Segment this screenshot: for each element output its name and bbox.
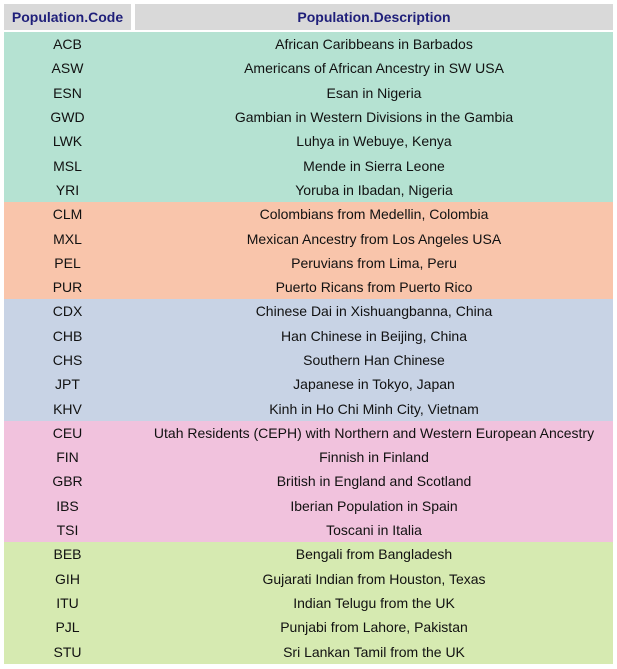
population-description: African Caribbeans in Barbados bbox=[275, 36, 473, 53]
population-code: ASW bbox=[51, 60, 84, 77]
population-code: CLM bbox=[52, 206, 83, 223]
table-row bbox=[4, 129, 613, 153]
population-code: CHB bbox=[52, 327, 83, 344]
population-description: Han Chinese in Beijing, China bbox=[281, 327, 467, 344]
column-header-code: Population.Code bbox=[4, 4, 131, 30]
population-code: PJL bbox=[55, 619, 80, 636]
population-code: TSI bbox=[56, 522, 79, 539]
table-header bbox=[4, 4, 613, 30]
population-code: IBS bbox=[56, 497, 79, 514]
population-description: Toscani in Italia bbox=[326, 522, 422, 539]
population-code: PEL bbox=[54, 254, 81, 271]
population-code: KHV bbox=[53, 400, 82, 417]
population-description: Southern Han Chinese bbox=[303, 352, 445, 368]
table-row bbox=[4, 639, 613, 663]
population-description: Punjabi from Lahore, Pakistan bbox=[280, 619, 468, 636]
population-code: BEB bbox=[53, 546, 82, 563]
population-code: ACB bbox=[53, 36, 82, 53]
table-row bbox=[4, 324, 613, 348]
population-description: Puerto Ricans from Puerto Rico bbox=[275, 279, 473, 296]
population-description: Finnish in Finland bbox=[319, 449, 429, 466]
table-row bbox=[4, 251, 613, 275]
population-code: ITU bbox=[56, 594, 79, 611]
population-description: Americans of African Ancestry in SW USA bbox=[244, 60, 504, 77]
population-description: Japanese in Tokyo, Japan bbox=[293, 376, 455, 393]
table-row bbox=[4, 105, 613, 129]
population-description: Luhya in Webuye, Kenya bbox=[296, 133, 452, 150]
population-code: CHS bbox=[52, 352, 83, 368]
table-row bbox=[4, 567, 613, 591]
table-row bbox=[4, 421, 613, 445]
population-description: Peruvians from Lima, Peru bbox=[291, 254, 457, 271]
table-body bbox=[4, 32, 613, 664]
population-description: British in England and Scotland bbox=[276, 473, 472, 490]
table-row bbox=[4, 445, 613, 469]
population-code: ESN bbox=[53, 84, 82, 101]
population-description: Gambian in Western Divisions in the Gambia bbox=[234, 109, 514, 126]
population-description: Bengali from Bangladesh bbox=[295, 546, 453, 563]
table-row bbox=[4, 396, 613, 420]
population-code: GBR bbox=[52, 473, 83, 490]
population-description: Mexican Ancestry from Los Angeles USA bbox=[246, 230, 502, 247]
table-row bbox=[4, 518, 613, 542]
population-code: GIH bbox=[55, 570, 80, 587]
table-row bbox=[4, 178, 613, 202]
table-row bbox=[4, 226, 613, 250]
population-code: JPT bbox=[55, 376, 80, 393]
population-code: STU bbox=[53, 643, 82, 660]
table-row bbox=[4, 275, 613, 299]
population-description: Indian Telugu from the UK bbox=[293, 594, 455, 611]
table-row bbox=[4, 299, 613, 323]
table-row bbox=[4, 32, 613, 56]
population-code: CEU bbox=[52, 424, 83, 441]
population-code: YRI bbox=[55, 181, 80, 198]
table-row bbox=[4, 348, 613, 372]
table-row bbox=[4, 469, 613, 493]
population-code: FIN bbox=[56, 449, 79, 466]
table-row bbox=[4, 81, 613, 105]
table-row bbox=[4, 372, 613, 396]
column-header-description: Population.Description bbox=[135, 4, 613, 30]
table-row bbox=[4, 591, 613, 615]
population-description: Yoruba in Ibadan, Nigeria bbox=[295, 181, 453, 198]
population-description: Gujarati Indian from Houston, Texas bbox=[262, 570, 486, 587]
population-code: GWD bbox=[50, 109, 85, 126]
population-description: Chinese Dai in Xishuangbanna, China bbox=[255, 303, 493, 320]
population-code: CDX bbox=[52, 303, 83, 320]
table-row bbox=[4, 542, 613, 566]
table-row bbox=[4, 202, 613, 226]
table-row bbox=[4, 56, 613, 80]
population-description: Kinh in Ho Chi Minh City, Vietnam bbox=[269, 400, 479, 417]
table-row bbox=[4, 153, 613, 177]
population-description: Iberian Population in Spain bbox=[290, 497, 458, 514]
population-code: LWK bbox=[52, 133, 83, 150]
population-code: MSL bbox=[53, 157, 82, 174]
population-description: Sri Lankan Tamil from the UK bbox=[283, 643, 465, 660]
population-description: Esan in Nigeria bbox=[326, 84, 422, 101]
population-code: MXL bbox=[53, 230, 82, 247]
population-description: Colombians from Medellin, Colombia bbox=[259, 206, 489, 223]
table-row bbox=[4, 615, 613, 639]
population-description: Utah Residents (CEPH) with Northern and Western European Ancestry bbox=[153, 424, 595, 441]
table-row bbox=[4, 494, 613, 518]
population-code: PUR bbox=[52, 279, 83, 296]
population-description: Mende in Sierra Leone bbox=[303, 157, 445, 174]
population-table bbox=[4, 4, 613, 664]
